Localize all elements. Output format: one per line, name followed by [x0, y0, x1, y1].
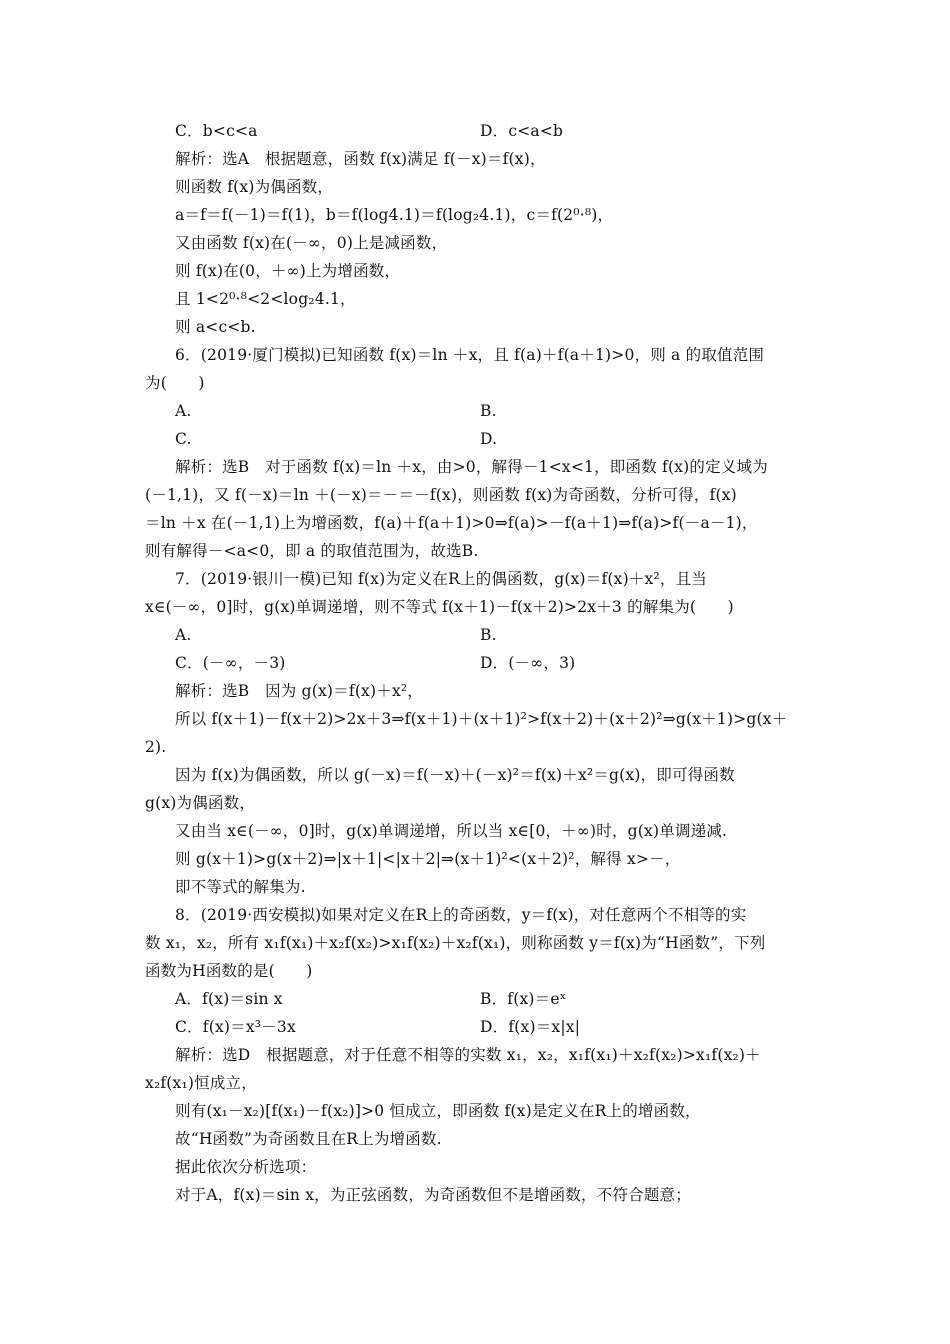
text-line: 则 f(x)在(0，＋∞)上为增函数，	[175, 262, 401, 280]
option-c-q7: C．(－∞，－3)	[175, 654, 286, 672]
text-line: 且 1<2⁰·⁸<2<log₂4.1，	[175, 290, 356, 308]
option-c-q6: C.	[175, 430, 192, 448]
text-line: 因为 f(x)为偶函数，所以 g(－x)＝f(－x)＋(－x)²＝f(x)＋x²＝g(x)，即可得函数	[175, 766, 735, 784]
text-line: 函数为H函数的是( )	[145, 962, 313, 980]
text-line: (－1,1)，又 f(－x)＝ln ＋(－x)＝－＝－f(x)，则函数 f(x)为奇函数，分析可得，f(x)	[145, 486, 737, 504]
option-a-q7: A.	[175, 626, 192, 644]
option-b-q7: B.	[480, 626, 497, 644]
text-line: 数 x₁，x₂，所有 x₁f(x₁)＋x₂f(x₂)>x₁f(x₂)＋x₂f(x₁)，则称函数 y＝f(x)为“H函数”，下列	[145, 934, 766, 952]
text-line: 即不等式的解集为.	[175, 878, 306, 896]
question-7: 7．(2019·银川一模)已知 f(x)为定义在R上的偶函数，g(x)＝f(x)＋x²，且当	[175, 570, 707, 588]
text-line: 对于A，f(x)＝sin x，为正弦函数，为奇函数但不是增函数，不符合题意；	[175, 1186, 691, 1204]
option-b-q6: B.	[480, 402, 497, 420]
text-line: 解析：选D 根据题意，对于任意不相等的实数 x₁，x₂，x₁f(x₁)＋x₂f(x₂)>x₁f(x₂)＋	[175, 1046, 761, 1064]
text-line: 则函数 f(x)为偶函数，	[175, 178, 334, 196]
text-line: 所以 f(x＋1)－f(x＋2)>2x＋3⇒f(x＋1)＋(x＋1)²>f(x＋2)＋(x＋2)²⇒g(x＋1)>g(x＋	[175, 710, 788, 728]
text-line: 据此依次分析选项：	[175, 1158, 317, 1176]
text-line: x∈(－∞，0]时，g(x)单调递增，则不等式 f(x＋1)－f(x＋2)>2x＋3 的解集为( )	[145, 598, 734, 616]
text-line: x₂f(x₁)恒成立，	[145, 1074, 257, 1092]
option-d-q8: D．f(x)＝x|x|	[480, 1018, 581, 1036]
text-line: ＝ln ＋x 在(－1,1)上为增函数，f(a)＋f(a＋1)>0⇒f(a)>－f(a＋1)⇒f(a)>f(－a－1)，	[145, 514, 758, 532]
option-a-q8: A．f(x)＝sin x	[175, 990, 283, 1008]
option-d-q6: D.	[480, 430, 498, 448]
question-6: 6．(2019·厦门模拟)已知函数 f(x)＝ln ＋x，且 f(a)＋f(a＋1)>0，则 a 的取值范围	[175, 346, 765, 364]
text-line: 则 a<c<b.	[175, 318, 256, 336]
text-line: 解析：选B 对于函数 f(x)＝ln ＋x，由>0，解得－1<x<1，即函数 f(x)的定义域为	[175, 458, 768, 476]
text-line: 为( )	[145, 374, 205, 392]
option-c-q5: C．b<c<a	[175, 122, 258, 140]
question-8: 8．(2019·西安模拟)如果对定义在R上的奇函数，y＝f(x)，对任意两个不相等的实	[175, 906, 747, 924]
text-line: 故“H函数”为奇函数且在R上为增函数.	[175, 1130, 442, 1148]
text-line: 又由函数 f(x)在(－∞，0)上是减函数，	[175, 234, 448, 252]
text-line: 解析：选B 因为 g(x)＝f(x)＋x²，	[175, 682, 424, 700]
option-b-q8: B．f(x)＝eˣ	[480, 990, 567, 1008]
option-d-q5: D．c<a<b	[480, 122, 564, 140]
text-line: 则有(x₁－x₂)[f(x₁)－f(x₂)]>0 恒成立，即函数 f(x)是定义在R上的增函数，	[175, 1102, 701, 1120]
text-line: a＝f＝f(－1)＝f(1)，b＝f(log4.1)＝f(log₂4.1)，c＝f(2⁰·⁸)，	[175, 206, 614, 224]
text-line: 又由当 x∈(－∞，0]时，g(x)单调递增，所以当 x∈[0，＋∞)时，g(x)单调递减.	[175, 822, 728, 840]
option-a-q6: A.	[175, 402, 192, 420]
text-line: g(x)为偶函数，	[145, 794, 256, 812]
option-c-q8: C．f(x)＝x³－3x	[175, 1018, 296, 1036]
option-d-q7: D．(－∞，3)	[480, 654, 576, 672]
text-line: 则有解得－<a<0，即 a 的取值范围为，故选B.	[145, 542, 479, 560]
text-line: 2).	[145, 738, 167, 756]
text-line: 解析：选A 根据题意，函数 f(x)满足 f(－x)＝f(x)，	[175, 150, 546, 168]
text-line: 则 g(x＋1)>g(x＋2)⇒|x＋1|<|x＋2|⇒(x＋1)²<(x＋2)²，解得 x>－，	[175, 850, 681, 868]
